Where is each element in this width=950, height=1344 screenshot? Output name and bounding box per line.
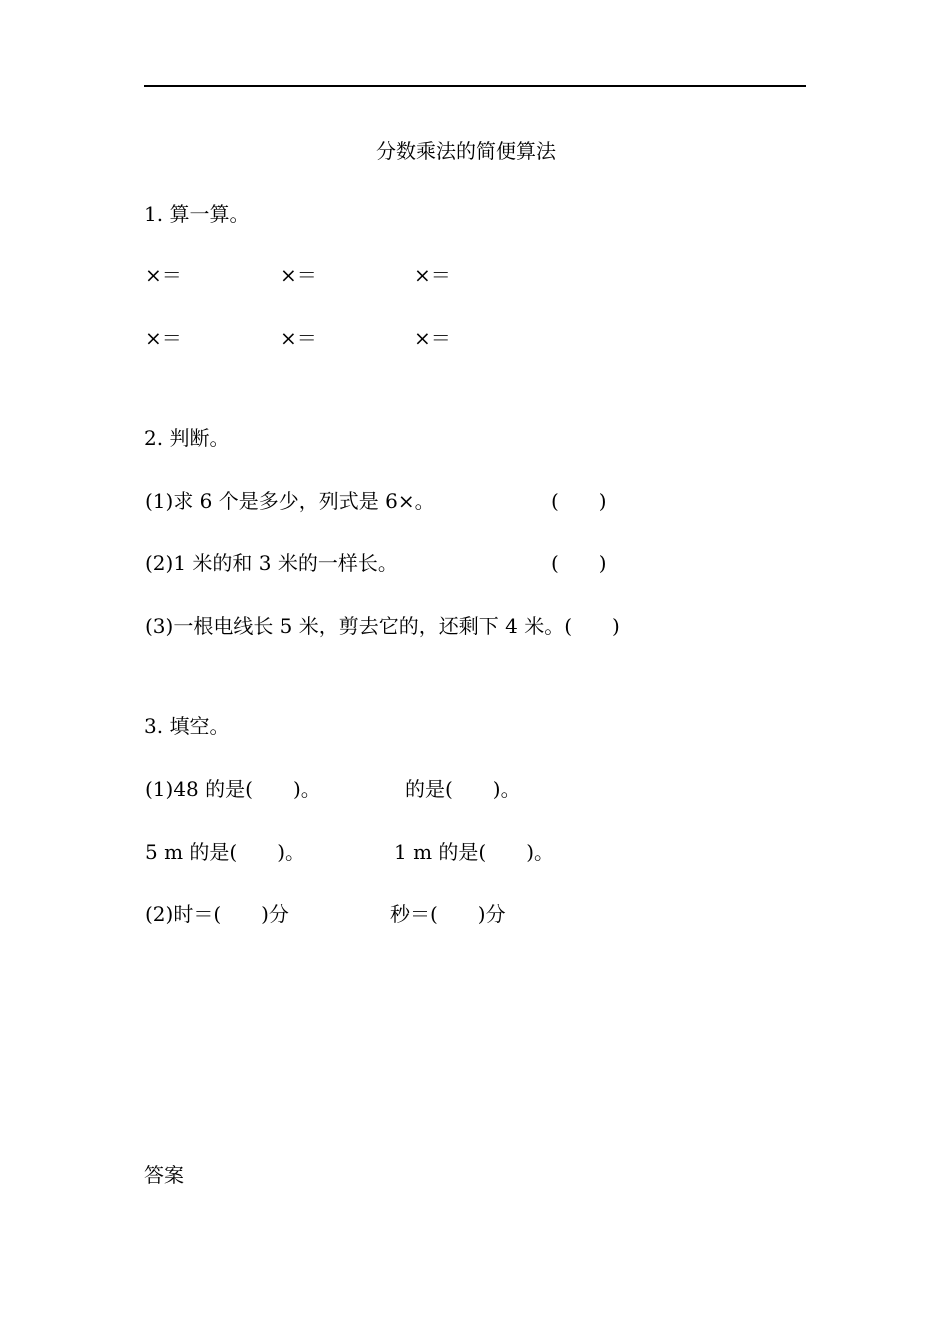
fill-item-1a: (1)48 的是( )。 bbox=[145, 777, 321, 801]
page-title: 分数乘法的简便算法 bbox=[376, 139, 556, 163]
section-1-heading: 1. 算一算。 bbox=[144, 202, 250, 226]
fill-item-2b: 1 m 的是( )。 bbox=[394, 840, 555, 864]
exercise-1-3: ×＝ bbox=[414, 263, 451, 287]
judge-item-2: (2)1 米的和 3 米的一样长。 bbox=[145, 551, 398, 575]
section-3-heading: 3. 填空。 bbox=[144, 714, 230, 738]
fill-item-3a: (2)时＝( )分 bbox=[145, 902, 289, 926]
judge-answer-blank-2: ( ) bbox=[551, 551, 607, 575]
section-2-heading: 2. 判断。 bbox=[144, 426, 230, 450]
fill-item-2a: 5 m 的是( )。 bbox=[145, 840, 306, 864]
header-rule bbox=[144, 85, 806, 87]
judge-item-3: (3)一根电线长 5 米，剪去它的，还剩下 4 米。( ) bbox=[145, 614, 620, 638]
fill-item-1b: 的是( )。 bbox=[405, 777, 521, 801]
exercise-1-2: ×＝ bbox=[280, 263, 317, 287]
judge-item-1: (1)求 6 个是多少，列式是 6×。 bbox=[145, 489, 435, 513]
answer-heading: 答案 bbox=[144, 1163, 184, 1187]
fill-item-3b: 秒＝( )分 bbox=[390, 902, 506, 926]
exercise-1-1: ×＝ bbox=[145, 263, 182, 287]
judge-answer-blank-1: ( ) bbox=[551, 489, 607, 513]
exercise-2-2: ×＝ bbox=[280, 326, 317, 350]
exercise-2-1: ×＝ bbox=[145, 326, 182, 350]
exercise-2-3: ×＝ bbox=[414, 326, 451, 350]
